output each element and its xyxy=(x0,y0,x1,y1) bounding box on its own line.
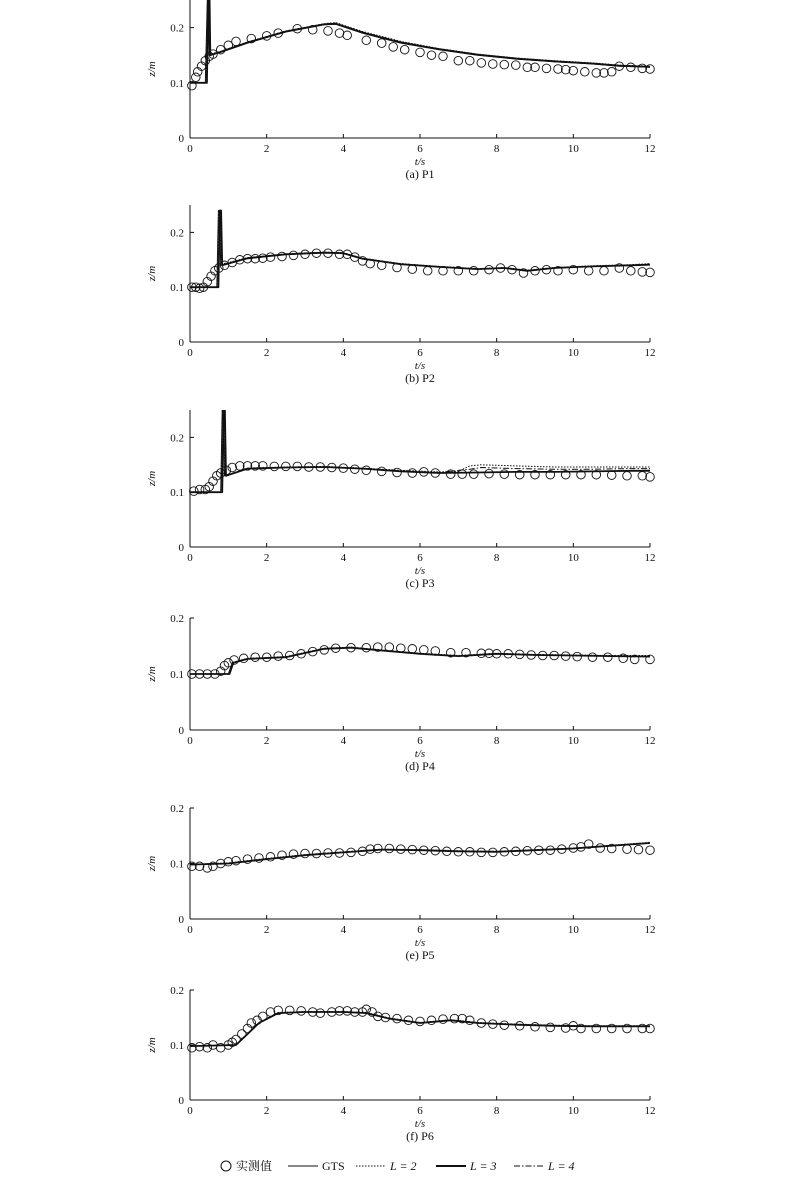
y-axis-label: z/m xyxy=(146,855,158,872)
measured-point xyxy=(274,652,283,661)
x-axis-label: t/s xyxy=(414,937,426,949)
y-tick-label: 0.1 xyxy=(170,282,184,295)
measured-point xyxy=(251,653,260,662)
measured-point xyxy=(458,470,467,479)
measured-point xyxy=(515,1022,524,1031)
panel-6 xyxy=(146,985,656,1143)
y-tick-label: 0.2 xyxy=(170,22,184,35)
y-tick-label: 0 xyxy=(178,725,184,737)
series-line-l3 xyxy=(190,410,650,492)
panel-2 xyxy=(146,205,656,385)
measured-point xyxy=(427,1016,436,1025)
measured-point xyxy=(531,1023,540,1032)
panel-measured-group xyxy=(188,24,655,89)
x-tick-label: 6 xyxy=(417,735,423,747)
measured-point xyxy=(500,470,509,479)
legend-gts-label: GTS xyxy=(322,1159,345,1173)
x-tick-label: 4 xyxy=(340,735,347,747)
x-tick-label: 4 xyxy=(340,924,347,936)
measured-point xyxy=(408,645,417,654)
panel-measured-group xyxy=(190,462,655,496)
measured-point xyxy=(190,487,199,496)
x-tick-label: 12 xyxy=(644,735,656,747)
measured-point xyxy=(393,468,402,477)
x-axis-label: t/s xyxy=(414,156,426,168)
y-tick-label: 0 xyxy=(178,914,184,926)
y-tick-label: 0.1 xyxy=(170,669,184,681)
y-tick-label: 0.1 xyxy=(170,1040,184,1052)
measured-point xyxy=(397,644,406,653)
measured-point xyxy=(512,61,521,70)
x-tick-label: 0 xyxy=(187,347,193,359)
x-tick-label: 0 xyxy=(187,924,193,936)
measured-point xyxy=(542,64,551,73)
series-line-l4 xyxy=(190,410,650,492)
measured-point xyxy=(623,845,632,854)
measured-point xyxy=(377,467,386,476)
y-axis-label: z/m xyxy=(146,61,158,77)
x-axis-label: t/s xyxy=(414,748,426,760)
series-line-l2 xyxy=(190,410,650,492)
x-axis-label: t/s xyxy=(414,1118,426,1130)
measured-point xyxy=(232,37,241,46)
measured-point xyxy=(362,466,371,475)
x-tick-label: 0 xyxy=(187,143,193,155)
measured-point xyxy=(238,1030,247,1039)
measured-point xyxy=(266,253,275,262)
y-tick-label: 0 xyxy=(178,1095,184,1107)
measured-point xyxy=(439,1015,448,1024)
measured-point xyxy=(588,653,597,662)
measured-point xyxy=(232,856,241,865)
x-tick-label: 12 xyxy=(644,143,656,155)
measured-point xyxy=(408,469,417,478)
measured-point xyxy=(546,1023,555,1032)
series-line-l3 xyxy=(190,211,650,288)
measured-point xyxy=(416,48,425,57)
x-tick-label: 12 xyxy=(644,1105,656,1117)
y-tick-label: 0 xyxy=(178,542,184,554)
measured-point xyxy=(477,59,486,68)
measured-point xyxy=(385,844,394,853)
measured-point xyxy=(270,462,279,471)
measured-point xyxy=(607,68,616,77)
legend-l3-label: L = 3 xyxy=(470,1159,497,1173)
panel-measured-group xyxy=(188,840,655,872)
measured-point xyxy=(627,63,636,72)
measured-point xyxy=(485,469,494,478)
measured-point xyxy=(389,43,398,52)
measured-point xyxy=(646,473,655,482)
measured-point xyxy=(466,56,475,65)
x-tick-label: 4 xyxy=(340,1105,347,1117)
y-tick-label: 0.2 xyxy=(170,613,184,625)
panel-measured-group xyxy=(188,643,655,679)
measured-point xyxy=(500,60,509,69)
x-tick-label: 10 xyxy=(567,143,579,155)
measured-point xyxy=(646,846,655,855)
x-tick-label: 6 xyxy=(417,1105,423,1117)
measured-point xyxy=(469,470,478,479)
measured-point xyxy=(362,643,371,652)
measured-point xyxy=(604,653,613,662)
x-tick-label: 6 xyxy=(417,552,423,564)
y-tick-label: 0.2 xyxy=(170,803,184,815)
x-tick-label: 10 xyxy=(567,1105,579,1117)
x-tick-label: 4 xyxy=(340,143,347,155)
measured-point xyxy=(266,1008,275,1017)
x-tick-label: 10 xyxy=(567,924,579,936)
x-tick-label: 12 xyxy=(644,552,656,564)
measured-point xyxy=(489,60,498,69)
x-tick-label: 2 xyxy=(263,735,270,747)
measured-point xyxy=(634,845,643,854)
x-tick-label: 4 xyxy=(340,347,347,359)
measured-point xyxy=(423,267,432,276)
series-line-gts xyxy=(190,211,650,288)
x-tick-label: 8 xyxy=(493,735,500,747)
legend-measured-label: 实测值 xyxy=(236,1159,273,1173)
y-tick-label: 0.2 xyxy=(170,227,184,240)
measured-point xyxy=(439,52,448,61)
measured-point xyxy=(377,39,386,48)
x-tick-label: 12 xyxy=(644,924,656,936)
measured-point xyxy=(619,654,628,663)
measured-point xyxy=(485,265,494,274)
measured-point xyxy=(427,51,436,60)
x-tick-label: 2 xyxy=(263,552,270,564)
panel-caption: (b) P2 xyxy=(405,371,435,385)
x-tick-label: 8 xyxy=(493,1105,500,1117)
panel-4 xyxy=(146,613,656,773)
y-axis-label: z/m xyxy=(146,470,158,487)
legend-l4-label: L = 4 xyxy=(548,1159,575,1173)
measured-point xyxy=(289,251,298,260)
x-tick-label: 2 xyxy=(263,347,270,359)
legend-l2-label: L = 2 xyxy=(390,1159,417,1173)
x-tick-label: 10 xyxy=(567,552,579,564)
measured-point xyxy=(255,854,264,863)
panel-measured-group xyxy=(188,249,655,293)
measured-point xyxy=(385,643,394,652)
y-tick-label: 0 xyxy=(178,337,184,349)
panel-caption: (d) P4 xyxy=(405,759,435,773)
measured-point xyxy=(343,31,352,40)
measured-point xyxy=(362,36,371,45)
measured-point xyxy=(282,462,291,471)
series-line-l4 xyxy=(190,211,650,288)
measured-point xyxy=(600,267,609,276)
panel-measured-group xyxy=(188,1005,655,1052)
x-tick-label: 2 xyxy=(263,1105,270,1117)
y-tick-label: 0.2 xyxy=(170,985,184,997)
x-tick-label: 6 xyxy=(417,347,423,359)
measured-point xyxy=(400,45,409,54)
measured-point xyxy=(324,27,333,36)
measured-point xyxy=(581,68,590,77)
measured-point xyxy=(192,73,201,82)
measured-point xyxy=(469,267,478,276)
y-tick-label: 0.1 xyxy=(170,487,184,500)
measured-point xyxy=(638,472,647,481)
panel-caption: (e) P5 xyxy=(405,948,435,962)
y-axis-label: z/m xyxy=(146,265,158,282)
x-tick-label: 12 xyxy=(644,347,656,359)
measured-point xyxy=(627,267,636,276)
x-tick-label: 0 xyxy=(187,1105,193,1117)
y-tick-label: 0 xyxy=(178,133,184,145)
measured-point xyxy=(466,1016,475,1025)
x-tick-label: 2 xyxy=(263,924,270,936)
measured-point xyxy=(335,29,344,38)
x-tick-label: 0 xyxy=(187,552,193,564)
measured-point xyxy=(607,471,616,480)
x-tick-label: 6 xyxy=(417,924,423,936)
panel-caption: (a) P1 xyxy=(405,167,435,181)
y-tick-label: 0.1 xyxy=(170,77,184,90)
measured-point xyxy=(454,56,463,65)
y-tick-label: 0.2 xyxy=(170,432,184,445)
x-tick-label: 8 xyxy=(493,552,500,564)
measured-point xyxy=(293,462,302,471)
x-axis-label: t/s xyxy=(414,565,426,577)
x-tick-label: 4 xyxy=(340,552,347,564)
series-line-l2 xyxy=(190,211,650,288)
y-tick-label: 0.1 xyxy=(170,858,184,871)
measured-point xyxy=(297,1007,306,1016)
y-axis-label: z/m xyxy=(146,1037,158,1053)
panel-caption: (c) P3 xyxy=(405,576,435,590)
panel-5 xyxy=(146,803,656,962)
x-tick-label: 6 xyxy=(417,143,423,155)
measured-point xyxy=(596,844,605,853)
measured-point xyxy=(573,652,582,661)
series-line-gts xyxy=(190,410,650,492)
x-tick-label: 8 xyxy=(493,924,500,936)
panel-1 xyxy=(146,0,656,181)
measured-point xyxy=(408,265,417,274)
measured-point xyxy=(416,1017,425,1026)
measured-point xyxy=(301,849,310,858)
x-tick-label: 2 xyxy=(263,143,270,155)
measured-point xyxy=(266,853,275,862)
x-tick-label: 10 xyxy=(567,347,579,359)
measured-point xyxy=(420,646,429,655)
measured-point xyxy=(224,858,233,867)
x-tick-label: 8 xyxy=(493,347,500,359)
panel-series-group xyxy=(190,410,650,492)
panel-caption: (f) P6 xyxy=(406,1129,434,1143)
measured-point xyxy=(623,472,632,481)
panel-3 xyxy=(146,410,656,590)
x-axis-label: t/s xyxy=(414,360,426,372)
measured-point xyxy=(584,267,593,276)
x-tick-label: 0 xyxy=(187,735,193,747)
measured-point xyxy=(278,252,287,261)
y-axis-label: z/m xyxy=(146,666,158,682)
x-tick-label: 10 xyxy=(567,735,579,747)
panel-series-group xyxy=(190,211,650,288)
x-tick-label: 8 xyxy=(493,143,500,155)
